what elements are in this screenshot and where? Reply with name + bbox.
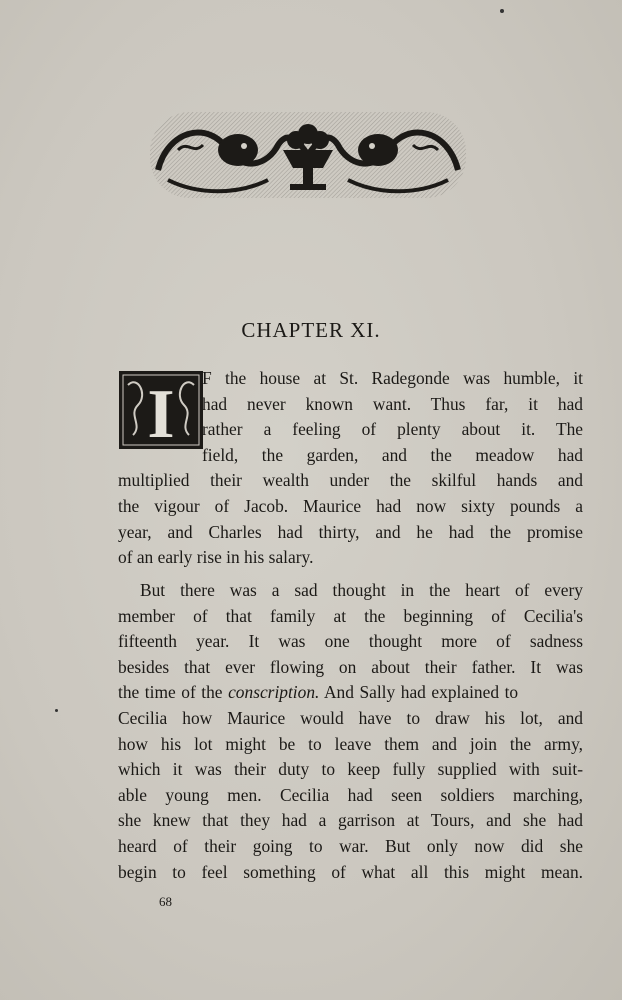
- paragraph-line: member of that family at the beginning of Cecilia's: [118, 605, 583, 626]
- paragraph-line: fifteenth year. It was one thought more of sadness: [118, 631, 583, 652]
- paragraph-line: she knew that they had a garrison at Tours, and she had: [118, 810, 583, 831]
- paragraph-line: rather a feeling of plenty about it. The: [202, 419, 583, 440]
- paragraph-line: which it was their duty to keep fully supplied with suit-: [118, 759, 583, 780]
- paragraph-line: But there was a sad thought in the heart of every: [140, 580, 583, 600]
- paragraph-line: heard of their going to war. But only now did she: [118, 835, 583, 856]
- paragraph-line: had never known want. Thus far, it had: [202, 393, 583, 414]
- paragraph-line: the vigour of Jacob. Maurice had now sixty pounds a: [118, 495, 583, 516]
- ink-speck: [500, 9, 504, 13]
- paragraph-line: [118, 680, 583, 706]
- italic-term: conscription.: [228, 682, 320, 703]
- paragraph-1: [118, 366, 583, 571]
- page-number: 68: [159, 894, 172, 909]
- paragraph-line: field, the garden, and the meadow had: [202, 444, 583, 465]
- ink-speck: [55, 709, 58, 712]
- drop-cap-letter: I: [147, 376, 175, 450]
- paragraph-line: multiplied their wealth under the skilful hands and: [118, 470, 583, 491]
- paragraph-line: of an early rise in his salary.: [118, 547, 314, 568]
- paragraph-2: [118, 578, 583, 885]
- paragraph-line: year, and Charles had thirty, and he had the promise: [118, 521, 583, 542]
- paragraph-line: how his lot might be to leave them and join the army,: [118, 733, 583, 754]
- paragraph-line: besides that ever flowing on about their father. It was: [118, 656, 583, 677]
- paragraph-line: able young men. Cecilia had seen soldiers marching,: [118, 784, 583, 805]
- paragraph-line: Cecilia how Maurice would have to draw his lot, and: [118, 707, 583, 728]
- paragraph-line: F the house at St. Radegonde was humble, it: [202, 368, 583, 388]
- chapter-heading: CHAPTER XI.: [241, 318, 381, 342]
- paragraph-line: begin to feel something of what all this might mean.: [118, 861, 583, 882]
- floral-dolphin-ornament-icon: [148, 110, 468, 200]
- line-segment: And Sally had explained to: [319, 682, 519, 703]
- line-segment: the time of the: [118, 682, 229, 703]
